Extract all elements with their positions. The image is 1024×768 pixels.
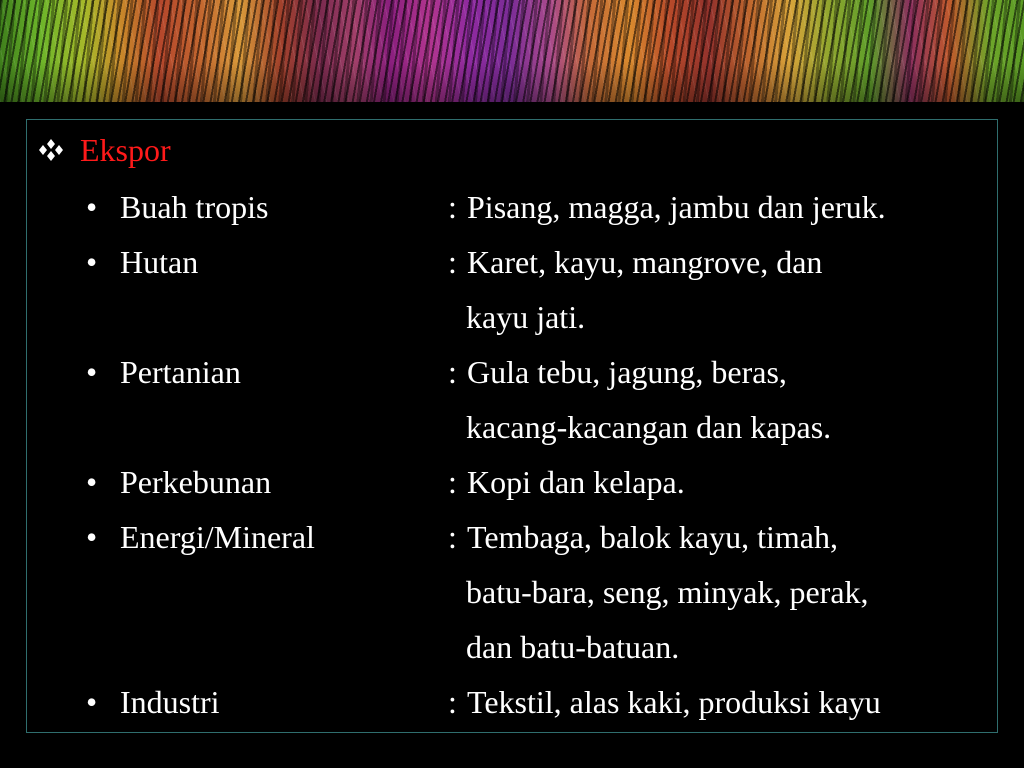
item-value-continuation: kacang-kacangan dan kapas. (466, 409, 832, 445)
item-value-continuation: batu-bara, seng, minyak, perak, (466, 574, 869, 610)
item-continuation-row (0, 407, 1024, 447)
colon-separator: : (448, 684, 457, 720)
item-label: Industri (120, 684, 220, 720)
item-value-continuation: dan batu-batuan. (466, 629, 680, 665)
bullet-marker: • (86, 189, 98, 225)
bullet-marker: • (86, 684, 98, 720)
colon-separator: : (448, 189, 457, 225)
colon-separator: : (448, 354, 457, 390)
colon-separator: : (448, 464, 457, 500)
item-label: Hutan (120, 244, 199, 280)
decorative-banner (0, 0, 1024, 102)
section-heading (36, 130, 171, 170)
four-diamond-icon (36, 138, 66, 162)
item-label: Energi/Mineral (120, 519, 315, 555)
list-item (0, 462, 1024, 502)
item-label: Buah tropis (120, 189, 269, 225)
list-item (0, 517, 1024, 557)
item-value: Kopi dan kelapa. (467, 464, 685, 500)
bullet-marker: • (86, 519, 98, 555)
bullet-marker: • (86, 354, 98, 390)
item-continuation-row (0, 297, 1024, 337)
item-continuation-row (0, 627, 1024, 667)
item-value: Tembaga, balok kayu, timah, (467, 519, 838, 555)
bullet-marker: • (86, 244, 98, 280)
list-item (0, 352, 1024, 392)
list-item (0, 242, 1024, 282)
item-value-continuation: kayu jati. (466, 299, 586, 335)
item-continuation-row (0, 572, 1024, 612)
item-value: Tekstil, alas kaki, produksi kayu (467, 684, 881, 720)
item-value: Pisang, magga, jambu dan jeruk. (467, 189, 886, 225)
item-value: Gula tebu, jagung, beras, (467, 354, 787, 390)
item-value: Karet, kayu, mangrove, dan (467, 244, 823, 280)
colon-separator: : (448, 519, 457, 555)
heading-title: Ekspor (80, 132, 171, 168)
list-item (0, 187, 1024, 227)
item-label: Perkebunan (120, 464, 272, 500)
colon-separator: : (448, 244, 457, 280)
item-label: Pertanian (120, 354, 241, 390)
list-item (0, 682, 1024, 722)
bullet-marker: • (86, 464, 98, 500)
